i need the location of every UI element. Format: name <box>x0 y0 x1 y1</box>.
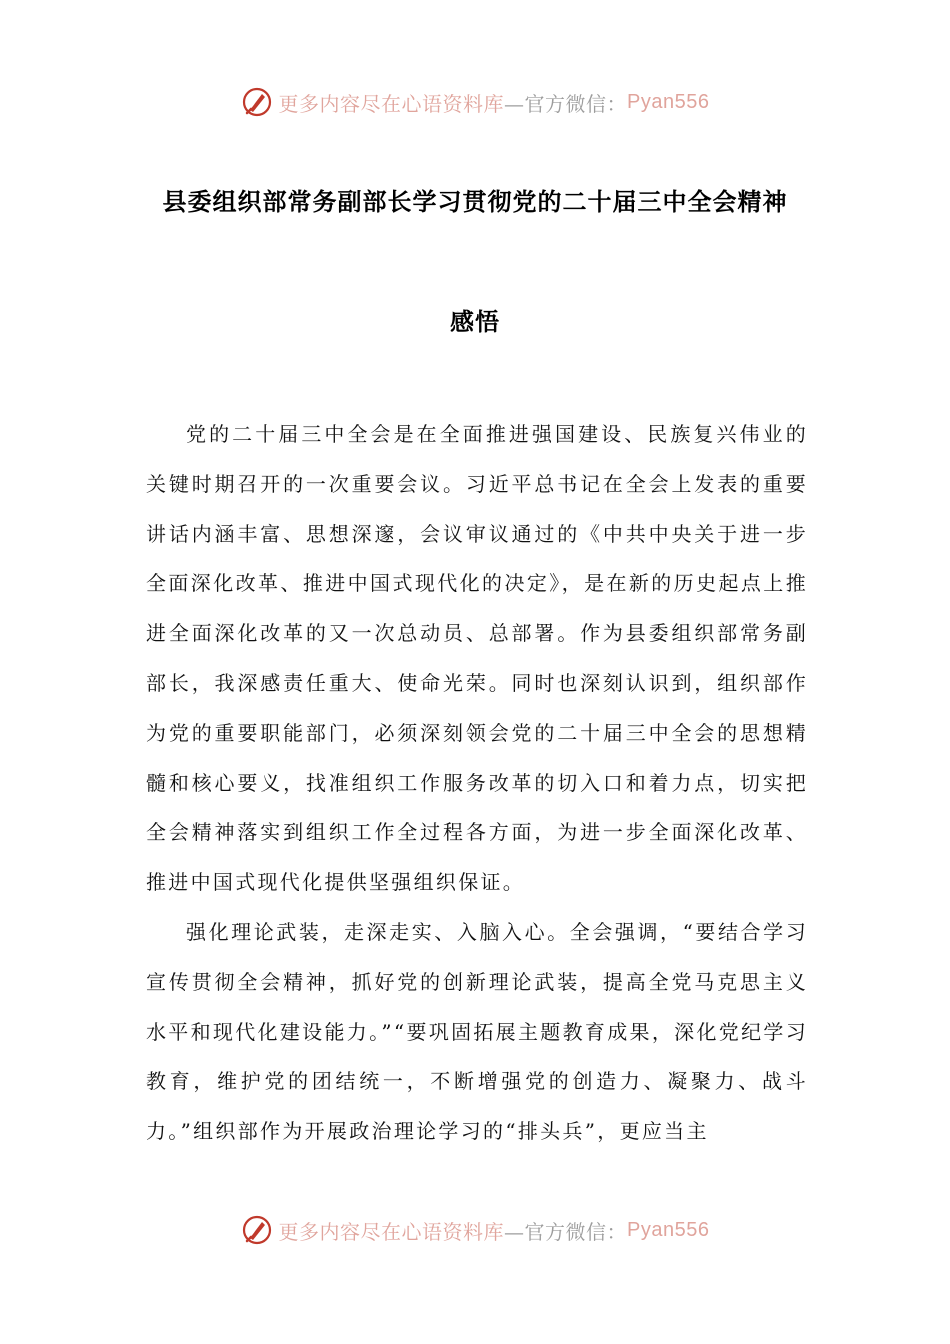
watermark-text <box>279 88 710 117</box>
footer-watermark <box>0 1210 950 1250</box>
watermark-text <box>279 1216 710 1245</box>
pen-nib-circle-icon <box>241 86 273 118</box>
watermark-content <box>241 1214 710 1246</box>
paragraph: 强化理论武装，走深走实、入脑入心。全会强调，“要结合学习宣传贯彻全会精神，抓好党的创新理论武装，提高全党马克思主义水平和现代化建设能力。”“要巩固拓展主题教育成果，深化党纪学习教育，维护党的团结统一，不断增强党的创造力、凝聚力、战斗力。”组织部作为开展政治理论学习的“排头兵”，更应当主 <box>146 919 808 1144</box>
watermark-slogan: 更多内容尽在心语资料库 <box>278 1219 505 1244</box>
watermark-content <box>241 86 710 118</box>
document-title-line-2: 感悟 <box>450 308 500 336</box>
pen-nib-circle-icon <box>241 1214 273 1246</box>
watermark-wechat-label: —官方微信： <box>504 1219 628 1244</box>
watermark-slogan: 更多内容尽在心语资料库 <box>278 91 505 116</box>
paragraph: 党的二十届三中全会是在全面推进强国建设、民族复兴伟业的关键时期召开的一次重要会议。习近平总书记在全会上发表的重要讲话内涵丰富、思想深邃，会议审议通过的《中共中央关于进一步全面深化改革、推进中国式现代化的决定》，是在新的历史起点上推进全面深化改革的又一次总动员、总部署。作为县委组织部常务副部长，我深感责任重大、使命光荣。同时也深刻认识到，组织部作为党的重要职能部门，必须深刻领会党的二十届三中全会的思想精髓和核心要义，找准组织工作服务改革的切入口和着力点，切实把全会精神落实到组织工作全过程各方面，为进一步全面深化改革、推进中国式现代化提供坚强组织保证。 <box>146 422 808 895</box>
watermark-wechat-id: Pyan556 <box>627 1218 710 1241</box>
document-body <box>146 410 808 1157</box>
header-watermark <box>0 82 950 122</box>
document-title-line-1: 县委组织部常务副部长学习贯彻党的二十届三中全会精神 <box>162 188 788 216</box>
watermark-wechat-id: Pyan556 <box>627 90 710 113</box>
watermark-wechat-label: —官方微信： <box>504 91 628 116</box>
